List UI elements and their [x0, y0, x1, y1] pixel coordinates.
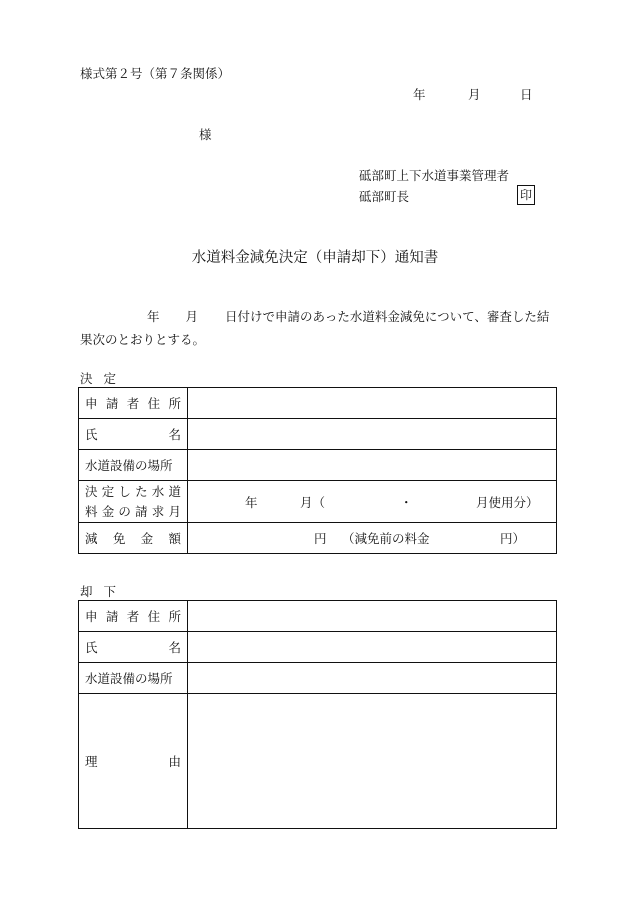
label-char: 金: [140, 531, 154, 546]
label-char: 決: [85, 483, 98, 499]
rejection-reason-label: [79, 694, 188, 829]
table-row: [79, 523, 557, 554]
label-char: 氏: [85, 427, 98, 442]
rejection-applicant-address-field[interactable]: [188, 601, 557, 632]
approval-applicant-address-field[interactable]: [188, 388, 557, 419]
label-char: 申: [85, 396, 98, 411]
label-char: 減: [85, 531, 98, 546]
label-char: 定: [101, 483, 115, 499]
label-char: 住: [147, 609, 161, 624]
table-row: [79, 632, 557, 663]
label-char: 求: [151, 503, 165, 519]
rejection-applicant-address-label: [79, 601, 188, 632]
approval-applicant-address-label: [79, 388, 188, 419]
rejection-reason-field[interactable]: [188, 694, 557, 829]
reduction-yen: 円: [314, 531, 327, 546]
body-year: 年: [147, 309, 160, 324]
approval-section-label: [80, 369, 116, 387]
label-char: 免: [112, 531, 126, 546]
rejection-table: [78, 600, 557, 829]
rejection-facility-location-field[interactable]: [188, 663, 557, 694]
document-title: 水道料金減免決定（申請却下）通知書: [191, 250, 439, 266]
label-char: 道: [168, 483, 181, 499]
label-char: 請: [105, 609, 119, 624]
body-text: 日付けで申請のあった水道料金減免について、審査した結果次のとおりとする。: [80, 309, 550, 347]
approval-section-char: 定: [103, 371, 116, 386]
issuer-line-1: 砥部町上下水道事業管理者: [359, 168, 510, 183]
date-day-label: 日: [520, 87, 533, 102]
label-char: し: [118, 483, 131, 499]
rejection-name-label: [79, 632, 188, 663]
label-char: 請: [135, 503, 148, 519]
label-char: 理: [85, 754, 98, 769]
label-char: た: [135, 483, 148, 499]
pre-reduction-fee-label: （減免前の料金: [342, 531, 430, 546]
label-char: 名: [168, 427, 181, 442]
table-row: [79, 694, 557, 829]
approval-billing-month-label: [79, 481, 188, 523]
approval-table: [78, 387, 557, 554]
label-char: 月: [168, 503, 181, 519]
approval-reduction-amount-field[interactable]: [188, 523, 557, 554]
pre-reduction-yen: 円）: [500, 531, 526, 546]
label-char: 所: [168, 396, 181, 411]
label-char: の: [118, 503, 131, 519]
billing-year: 年: [245, 494, 258, 510]
label-char: 由: [168, 754, 181, 769]
rejection-section-label: [80, 582, 116, 600]
label-char: 額: [168, 531, 181, 546]
label-char: 金: [101, 503, 115, 519]
label-char: 料: [85, 503, 98, 519]
rejection-name-field[interactable]: [188, 632, 557, 663]
date-year-label: 年: [413, 87, 426, 102]
rejection-section-char: 却: [80, 584, 93, 599]
table-row: [79, 481, 557, 523]
table-row: [79, 663, 557, 694]
rejection-facility-location-label: 水道設備の場所: [79, 663, 188, 694]
approval-reduction-amount-label: [79, 523, 188, 554]
label-char: 氏: [85, 640, 98, 655]
approval-section-char: 決: [80, 371, 93, 386]
table-row: [79, 388, 557, 419]
label-char: 申: [85, 609, 98, 624]
approval-facility-location-field[interactable]: [188, 450, 557, 481]
billing-month: 月（: [300, 494, 326, 510]
date-month-label: 月: [468, 87, 481, 102]
rejection-section-char: 下: [103, 584, 116, 599]
approval-name-field[interactable]: [188, 419, 557, 450]
addressee-suffix: 様: [199, 127, 212, 142]
form-number: 様式第２号（第７条関係）: [80, 66, 231, 81]
seal-stamp: 印: [517, 185, 535, 205]
issuer-line-2: 砥部町長: [359, 189, 410, 204]
table-row: [79, 601, 557, 632]
approval-billing-month-field[interactable]: [188, 481, 557, 523]
billing-separator: ・: [400, 494, 413, 510]
label-char: 所: [168, 609, 181, 624]
table-row: [79, 419, 557, 450]
label-char: 者: [126, 609, 140, 624]
body-month: 月: [185, 309, 199, 324]
label-char: 者: [126, 396, 140, 411]
approval-facility-location-label: 水道設備の場所: [79, 450, 188, 481]
label-char: 請: [105, 396, 119, 411]
body-paragraph: [80, 305, 560, 351]
billing-usage-period: 月使用分）: [476, 494, 539, 510]
table-row: [79, 450, 557, 481]
approval-name-label: [79, 419, 188, 450]
label-char: 水: [151, 483, 165, 499]
label-char: 名: [168, 640, 181, 655]
label-char: 住: [147, 396, 161, 411]
